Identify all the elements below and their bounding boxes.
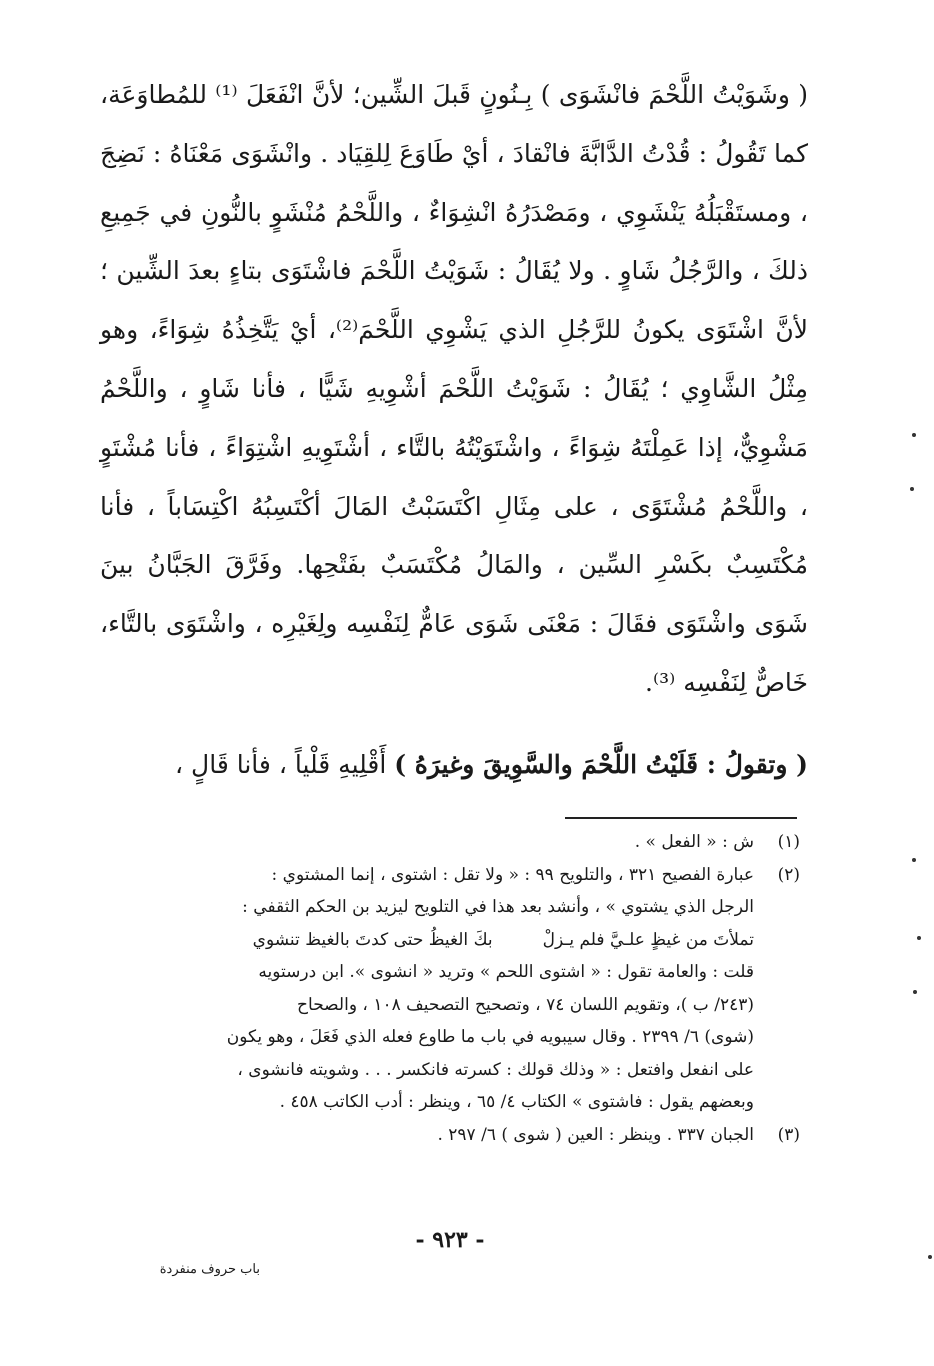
footnotes-block xyxy=(100,826,800,1151)
footnote-body xyxy=(100,859,754,1119)
page-number: - ٩٢٣ - xyxy=(415,1227,485,1253)
footnote-line: ش : « الفعل » . xyxy=(634,832,754,852)
main-paragraph-1: ( وشَوَيْتُ اللَّحْمَ فانْشَوَى ) بِـنُونٍ قَبلَ الشِّين؛ لأنَّ انْفَعَلَ ⁽¹⁾ للمُطاوَعَة، كما تَقُولُ : قُدْتُ الدَّابَّةَ فانْقادَ ، أيْ طَاوَعَ لِلقِيَاد . وانْشَوَى مَعْنَاهُ : نَضِجَ ، ومستَقْبَلُهُ يَنْشَوِي ، ومَصْدَرُهُ انْشِوَاءٌ ، واللَّحْمُ مُنْشَوٍ بالنُّونِ في جَمِيعِ ذلكَ ، والرَّجُلُ شَاوٍ . ولا يُقَالُ : شَوَيْتُ اللَّحْمَ فاشْتَوَى بتاءٍ بعدَ الشِّين ؛ لأنَّ اشْتَوَى يكونُ للرَّجُلِ الذي يَشْوِي اللَّحْمَ⁽²⁾، أيْ يَتَّخِذُهُ شِوَاءً، وهو مِثْلُ الشَّاوِي ؛ يُقَالُ : شَوَيْتُ اللَّحْمَ أشْوِيهِ شَيًّا ، فأنا شَاوٍ ، واللَّحْمُ مَشْوِيٌّ، إذا عَمِلْتَهُ شِوَاءً ، واشْتَوَيْتُهُ بالتَّاء ، أشْتَوِيهِ اشْتِوَاءً ، فأنا مُشْتَوٍ ، واللَّحْمُ مُشْتَوًى ، على مِثَالِ اكْتَسَبْتُ المَالَ أكْتَسِبُهُ اكْتِسَاباً ، فأنا مُكْتَسِبٌ بكَسْرِ السِّين ، والمَالُ مُكْتَسَبٌ بفَتْحِها. وفَرَّقَ الجَبَّانُ بينَ شَوَى واشْتَوَى فقَالَ : مَعْنَى شَوَى عَامٌّ لِنَفْسِه ولِغَيْرِه ، واشْتَوَى بالتَّاء، خَاصٌّ لِنَفْسِه ⁽³⁾. xyxy=(100,80,808,697)
footnote-number: (٣) xyxy=(777,1124,800,1145)
main-paragraph-2 xyxy=(100,740,808,790)
bold-headword: ( وتقولُ : قَلَيْتُ اللَّحْمَ والسَّوِيقَ وغيرَهُ ) xyxy=(394,750,808,779)
scan-speck xyxy=(917,936,921,940)
poetry-verse xyxy=(100,924,754,957)
main-text-block xyxy=(100,66,808,713)
footnote-2 xyxy=(100,859,800,1119)
footnote-line: على انفعل وافتعل : « وذلك قولك : كسرته فانكسر . . . وشويته فانشوى ، xyxy=(237,1059,754,1080)
verse-hemistich-2: بكَ الغيظُ حتى كدتَ بالغيظ تنشوي xyxy=(252,929,493,950)
scan-speck xyxy=(912,433,916,437)
paragraph-2-continuation: أَقْلِيهِ قَلْياً ، فأنا قَالٍ ، xyxy=(175,750,387,779)
footnote-number: (٢) xyxy=(777,864,800,885)
footnote-separator xyxy=(565,817,797,819)
footnote-line: الرجل الذي يشتوي » ، وأنشد بعد هذا في التلويح ليزيد بن الحكم الثقفي : xyxy=(242,897,754,917)
scan-speck xyxy=(913,990,917,994)
footnote-line: (٢٤٣/ ب )، وتقويم اللسان ٧٤ ، وتصحيح التصحيف ١٠٨ ، والصحاح xyxy=(297,994,754,1015)
footnote-line: الجبان ٣٣٧ . وينظر : العين ( شوى ) ٦/ ٢٩٧ . xyxy=(437,1124,754,1145)
footnote-number: (١) xyxy=(777,832,800,852)
scan-speck xyxy=(928,1255,932,1259)
footnote-body xyxy=(100,1119,754,1152)
footnote-body xyxy=(100,826,754,859)
footnote-line: عبارة الفصيح ٣٢١ ، والتلويح ٩٩ : « ولا تقل : اشتوى ، إنما المشتوي : xyxy=(271,864,754,885)
scan-speck xyxy=(912,858,916,862)
footnote-line: وبعضهم يقول : فاشتوى » الكتاب ٤/ ٦٥ ، وينظر : أدب الكاتب ٤٥٨ . xyxy=(279,1092,754,1112)
footnote-1 xyxy=(100,826,800,859)
footnote-line: (شوى) ٦/ ٢٣٩٩ . وقال سيبويه في باب ما طاوع فعله الذي فَعَلَ ، وهو يكون xyxy=(226,1027,754,1047)
verse-hemistich-1: تملأتَ من غيظٍ علـيَّ فلم يـزلْ xyxy=(542,929,754,950)
footnote-line: قلت : والعامة تقول : « اشتوى اللحم » وتريد « انشوى ». ابن درستويه xyxy=(258,962,754,982)
scan-speck xyxy=(910,487,914,491)
running-footer: باب حروف منفردة xyxy=(159,1262,260,1277)
footnote-3 xyxy=(100,1119,800,1152)
